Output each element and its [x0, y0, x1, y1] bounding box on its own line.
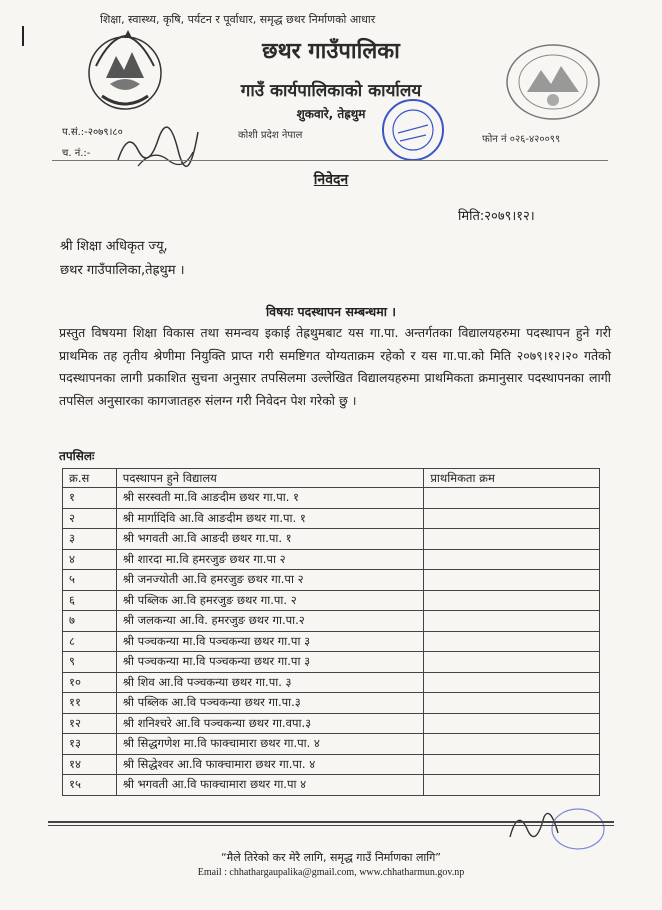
cell-sn: ३: [63, 529, 117, 550]
addressee-line-2: छथर गाउँपालिका,तेह्रथुम ।: [60, 263, 185, 278]
cell-priority: [424, 488, 600, 509]
handwritten-note-icon: [108, 120, 208, 170]
organization-name: छथर गाउँपालिका: [262, 39, 400, 64]
table-row: [63, 508, 600, 529]
dispatch-number: च. नं.:-: [62, 148, 91, 159]
header-divider: [52, 160, 608, 161]
cell-school: श्री शारदा मा.वि हमरजुङ छथर गा.पा २: [116, 549, 424, 570]
province-label: कोशी प्रदेश नेपाल: [238, 130, 303, 141]
tapasil-label: तपसिलः: [59, 449, 95, 463]
footer-divider-thin: [48, 825, 614, 826]
cell-sn: ६: [63, 590, 117, 611]
footer-motto: “मैले तिरेको कर मेरै लागि, समृद्ध गाउँ निर्माणका लागि”: [220, 851, 442, 864]
cell-school: श्री पञ्चकन्या मा.वि पञ्चकन्या छथर गा.पा ३: [116, 652, 424, 673]
table-row: [63, 549, 600, 570]
cell-priority: [424, 631, 600, 652]
cell-sn: ७: [63, 611, 117, 632]
cell-priority: [424, 570, 600, 591]
cell-school: श्री जनज्योती आ.वि हमरजुङ छथर गा.पा २: [116, 570, 424, 591]
table-row: [63, 631, 600, 652]
cell-sn: ११: [63, 693, 117, 714]
cell-school: श्री पब्लिक आ.वि पञ्चकन्या छथर गा.पा.३: [116, 693, 424, 714]
cell-school: श्री पब्लिक आ.वि हमरजुङ छथर गा.पा. २: [116, 590, 424, 611]
cell-sn: २: [63, 508, 117, 529]
cell-sn: १०: [63, 672, 117, 693]
cell-priority: [424, 734, 600, 755]
footer-contact: Email : chhathargaupalika@gmail.com, www.chhatharmun.gov.np: [197, 867, 465, 878]
subject-line: विषयः पदस्थापन सम्बन्धमा ।: [265, 304, 397, 319]
table-row: [63, 693, 600, 714]
cell-priority: [424, 713, 600, 734]
cell-school: श्री जलकन्या आ.वि. हमरजुङ छथर गा.पा.२: [116, 611, 424, 632]
cell-sn: ८: [63, 631, 117, 652]
cell-sn: १: [63, 488, 117, 509]
footer-divider: [48, 821, 614, 823]
cell-priority: [424, 693, 600, 714]
cell-priority: [424, 508, 600, 529]
letter-title: निवेदन: [313, 172, 349, 188]
cell-school: श्री भगवती आ.वि फाक्चामारा छथर गा.पा ४: [116, 775, 424, 796]
table-row: [63, 590, 600, 611]
cell-sn: १२: [63, 713, 117, 734]
cell-priority: [424, 590, 600, 611]
table-row: [63, 713, 600, 734]
cell-sn: ९: [63, 652, 117, 673]
cell-priority: [424, 672, 600, 693]
cell-priority: [424, 775, 600, 796]
cell-school: श्री मार्गादिवि आ.वि आङदीम छथर गा.पा. १: [116, 508, 424, 529]
cell-priority: [424, 549, 600, 570]
cell-sn: ५: [63, 570, 117, 591]
reference-number: प.सं.:-२०७९।८०: [62, 127, 123, 138]
column-header-priority: प्राथमिकता क्रम: [424, 469, 600, 488]
cell-sn: १४: [63, 754, 117, 775]
letter-body: प्रस्तुत विषयमा शिक्षा विकास तथा समन्वय इकाई तेह्रथुमबाट यस गा.पा. अन्तर्गतका विद्यालयहरुमा पदस्थापन हुने गरी प्राथमिक तह तृतीय श्रेणीमा नियुक्ति प्राप्त गरी समष्टिगत योग्यताक्रम रहेको र यस गा.पा.को मिति २०७९।१२।२० गतेको पदस्थापनका लागी प्रकाशित सुचना अनुसार तपसिलमा उल्लेखित विद्यालयहरुमा प्राथमिकता क्रमानुसार पदस्थापनका लागी तपसिल अनुसारका कागजातहरु संलग्न गरी निवेदन पेश गरेको छु ।: [59, 325, 611, 408]
column-header-sn: क्र.स: [63, 469, 117, 488]
cell-school: श्री भगवती आ.वि आङदी छथर गा.पा. १: [116, 529, 424, 550]
column-header-school: पदस्थापन हुने विद्यालय: [116, 469, 424, 488]
cell-school: श्री सिद्धेश्वर आ.वि फाक्चामारा छथर गा.पा. ४: [116, 754, 424, 775]
table-row: [63, 754, 600, 775]
table-row: [63, 611, 600, 632]
signature-icon: [500, 797, 610, 857]
cell-school: श्री पञ्चकन्या मा.वि पञ्चकन्या छथर गा.पा ३: [116, 631, 424, 652]
cell-school: श्री शिव आ.वि पञ्चकन्या छथर गा.पा. ३: [116, 672, 424, 693]
cell-priority: [424, 611, 600, 632]
letter-date: मिति:२०७९।१२।: [458, 209, 535, 224]
cell-sn: १३: [63, 734, 117, 755]
cell-priority: [424, 529, 600, 550]
cell-school: श्री शनिश्चरे आ.वि पञ्चकन्या छथर गा.वपा.३: [116, 713, 424, 734]
cell-sn: ४: [63, 549, 117, 570]
phone-number: फोन नं ०२६-४२००९९: [482, 134, 561, 145]
table-row: [63, 652, 600, 673]
cell-priority: [424, 754, 600, 775]
table-row: [63, 775, 600, 796]
addressee-line-1: श्री शिक्षा अधिकृत ज्यू,: [60, 239, 168, 254]
header-tagline: शिक्षा, स्वास्थ्य, कृषि, पर्यटन र पूर्वाधार, समृद्ध छथर निर्माणको आधार: [100, 13, 376, 26]
table-row: [63, 672, 600, 693]
cell-school: श्री सरस्वती मा.वि आङदीम छथर गा.पा. १: [116, 488, 424, 509]
table-header-row: [63, 469, 600, 488]
office-name: गाउँ कार्यपालिकाको कार्यालय: [240, 81, 422, 101]
table-row: [63, 488, 600, 509]
cell-sn: १५: [63, 775, 117, 796]
cell-school: श्री सिद्धगणेश मा.वि फाक्चामारा छथर गा.पा. ४: [116, 734, 424, 755]
cell-priority: [424, 652, 600, 673]
table-row: [63, 529, 600, 550]
table-row: [63, 734, 600, 755]
table-row: [63, 570, 600, 591]
school-priority-table: [62, 468, 600, 796]
office-location: शुकवारे, तेह्रथुम: [296, 107, 366, 121]
